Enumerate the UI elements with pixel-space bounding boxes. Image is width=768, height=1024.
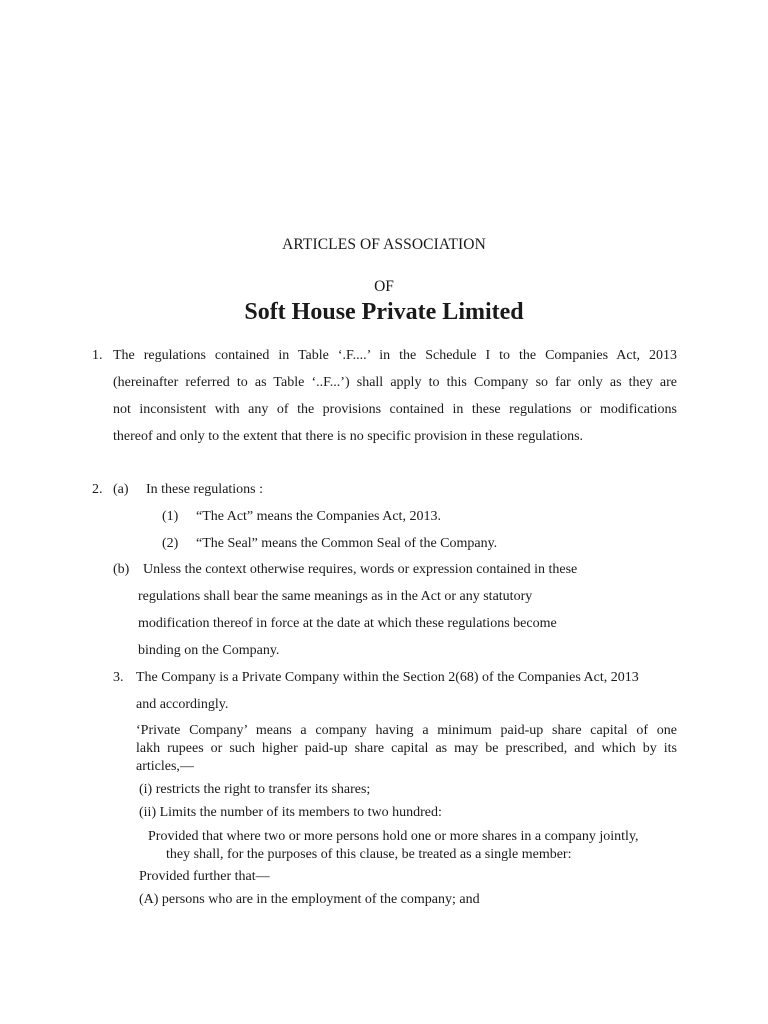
sub-clause-i: (i) restricts the right to transfer its shares;	[139, 782, 371, 797]
private-company-definition-line-2: lakh rupees or such higher paid-up share capital as may be prescribed, and which by its	[136, 741, 677, 756]
clause-2b-line-3: modification thereof in force at the date at which these regulations become	[138, 616, 557, 631]
clause-1-line-2: (hereinafter referred to as Table ‘..F...’) shall apply to this Company so far only as they are	[113, 375, 677, 390]
proviso-line-1: Provided that where two or more persons hold one or more shares in a company jointly,	[148, 829, 639, 844]
clause-1-line-1: The regulations contained in Table ‘.F....’ in the Schedule I to the Companies Act, 2013	[113, 348, 677, 363]
clause-3-line-1: The Company is a Private Company within the Section 2(68) of the Companies Act, 2013	[136, 670, 639, 685]
clause-1-line-4: thereof and only to the extent that there is no specific provision in these regulations.	[113, 429, 584, 444]
clause-2a-item-1-text: “The Act” means the Companies Act, 2013.	[196, 509, 441, 524]
clause-1-line-3: not inconsistent with any of the provisions contained in these regulations or modifications	[113, 402, 677, 417]
proviso-line-2: they shall, for the purposes of this clause, be treated as a single member:	[166, 847, 572, 862]
provided-further: Provided further that—	[139, 869, 270, 884]
clause-2b-line-2: regulations shall bear the same meanings as in the Act or any statutory	[138, 589, 533, 604]
private-company-definition-line-1: ‘Private Company’ means a company having a minimum paid-up share capital of one	[136, 723, 677, 738]
sub-clause-ii: (ii) Limits the number of its members to two hundred:	[139, 805, 442, 820]
clause-2b-line-1: Unless the context otherwise requires, words or expression contained in these	[143, 562, 578, 577]
sub-clause-A: (A) persons who are in the employment of the company; and	[139, 892, 480, 907]
company-name: Soft House Private Limited	[244, 299, 524, 325]
clause-2a-item-1-label: (1)	[162, 509, 179, 524]
clause-1-number: 1.	[92, 348, 103, 363]
clause-2b-line-4: binding on the Company.	[138, 643, 280, 658]
clause-2a-text: In these regulations :	[146, 482, 264, 497]
title-of: OF	[374, 278, 394, 295]
private-company-definition-line-3: articles,—	[136, 759, 194, 774]
clause-2a-item-2-label: (2)	[162, 536, 179, 551]
document-title: ARTICLES OF ASSOCIATION	[282, 236, 486, 253]
clause-2b-label: (b)	[113, 562, 130, 577]
clause-3-line-2: and accordingly.	[136, 697, 229, 712]
clause-2a-item-2-text: “The Seal” means the Common Seal of the Company.	[196, 536, 498, 551]
clause-3-number: 3.	[113, 670, 124, 685]
clause-2a-label: (a)	[113, 482, 129, 497]
clause-2-number: 2.	[92, 482, 103, 497]
